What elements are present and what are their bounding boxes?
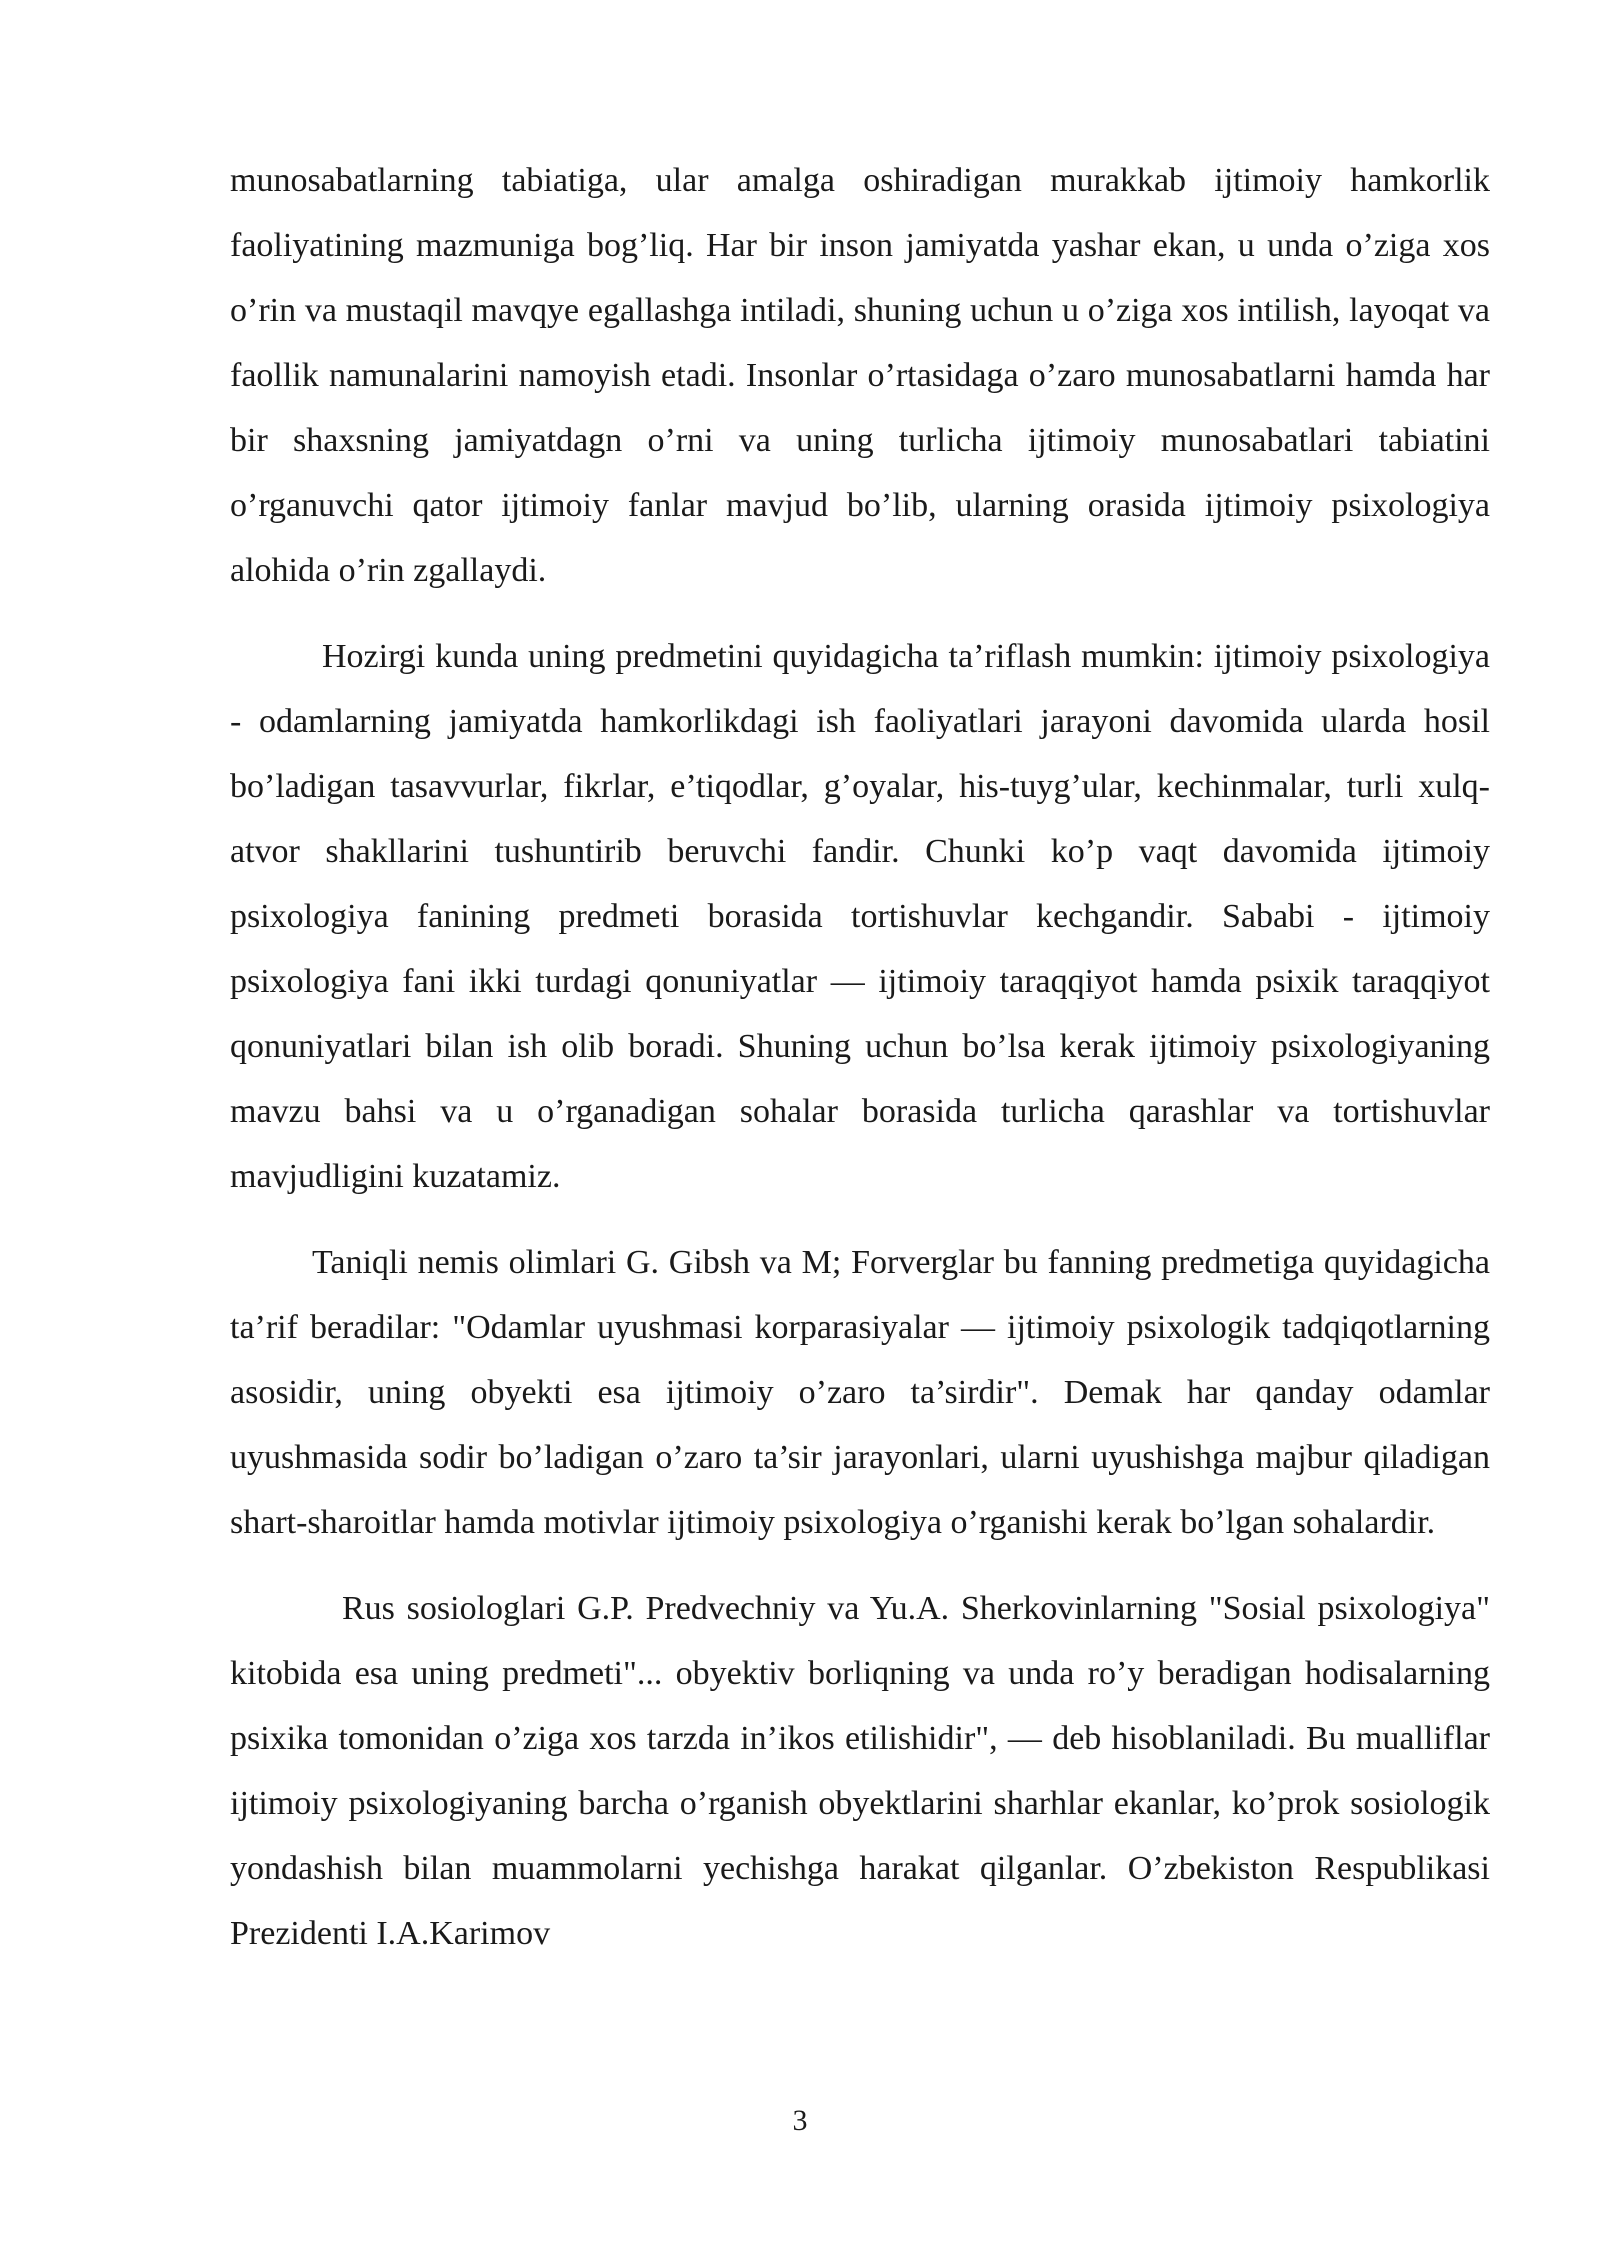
paragraph-4: Rus sosiologlari G.P. Predvechniy va Yu.A. Sherkovinlarning "Sosial psixologiya" kitobida esa uning predmeti"... obyektiv borliqning va unda ro’y beradigan hodisalarning psixika tomonidan o’ziga xos tarzda in’ikos etilishidir", — deb hisoblaniladi. Bu mualliflar ijtimoiy psixologiyaning barcha o’rganish obyektlarini sharhlar ekanlar, ko’prok sosiologik yondashish bilan muammolarni yechishga harakat qilganlar. O’zbekiston Respublikasi Prezidenti I.A.Karimov (230, 1590, 1490, 1952)
paragraph-3: Taniqli nemis olimlari G. Gibsh va M; Forverglar bu fanning predmetiga quyidagicha ta’rif beradilar: "Odamlar uyushmasi korparasiyalar — ijtimoiy psixologik tadqiqotlarning asosidir, uning obyekti esa ijtimoiy o’zaro ta’sirdir". Demak har qanday odamlar uyushmasida sodir bo’ladigan o’zaro ta’sir jarayonlari, ularni uyushishga majbur qiladigan shart-sharoitlar hamda motivlar ijtimoiy psixologiya o’rganishi kerak bo’lgan sohalardir. (230, 1244, 1490, 1541)
page-number: 3 (792, 2104, 808, 2137)
paragraph-1: munosabatlarning tabiatiga, ular amalga oshiradigan murakkab ijtimoiy hamkorlik faoliyatining mazmuniga bog’liq. Har bir inson jamiyatda yashar ekan, u unda o’ziga xos o’rin va mustaqil mavqye egallashga intiladi, shuning uchun u o’ziga xos intilish, layoqat va faollik namunalarini namoyish etadi. Insonlar o’rtasidaga o’zaro munosabatlarni hamda har bir shaxsning jamiyatdagn o’rni va uning turlicha ijtimoiy munosabatlari tabiatini o’rganuvchi qator ijtimoiy fanlar mavjud bo’lib, ularning orasida ijtimoiy psixologiya alohida o’rin zgallaydi. (230, 162, 1490, 589)
paragraph-2: Hozirgi kunda uning predmetini quyidagicha ta’riflash mumkin: ijtimoiy psixologiya - odamlarning jamiyatda hamkorlikdagi ish faoliyatlari jarayoni davomida ularda hosil bo’ladigan tasavvurlar, fikrlar, e’tiqodlar, g’oyalar, his-tuyg’ular, kechinmalar, turli xulq-atvor shakllarini tushuntirib beruvchi fandir. Chunki ko’p vaqt davomida ijtimoiy psixologiya fanining predmeti borasida tortishuvlar kechgandir. Sababi - ijtimoiy psixologiya fani ikki turdagi qonuniyatlar — ijtimoiy taraqqiyot hamda psixik taraqqiyot qonuniyatlari bilan ish olib boradi. Shuning uchun bo’lsa kerak ijtimoiy psixologiyaning mavzu bahsi va u o’rganadigan sohalar borasida turlicha qarashlar va tortishuvlar mavjudligini kuzatamiz. (230, 638, 1490, 1195)
document-body (230, 148, 1490, 1987)
